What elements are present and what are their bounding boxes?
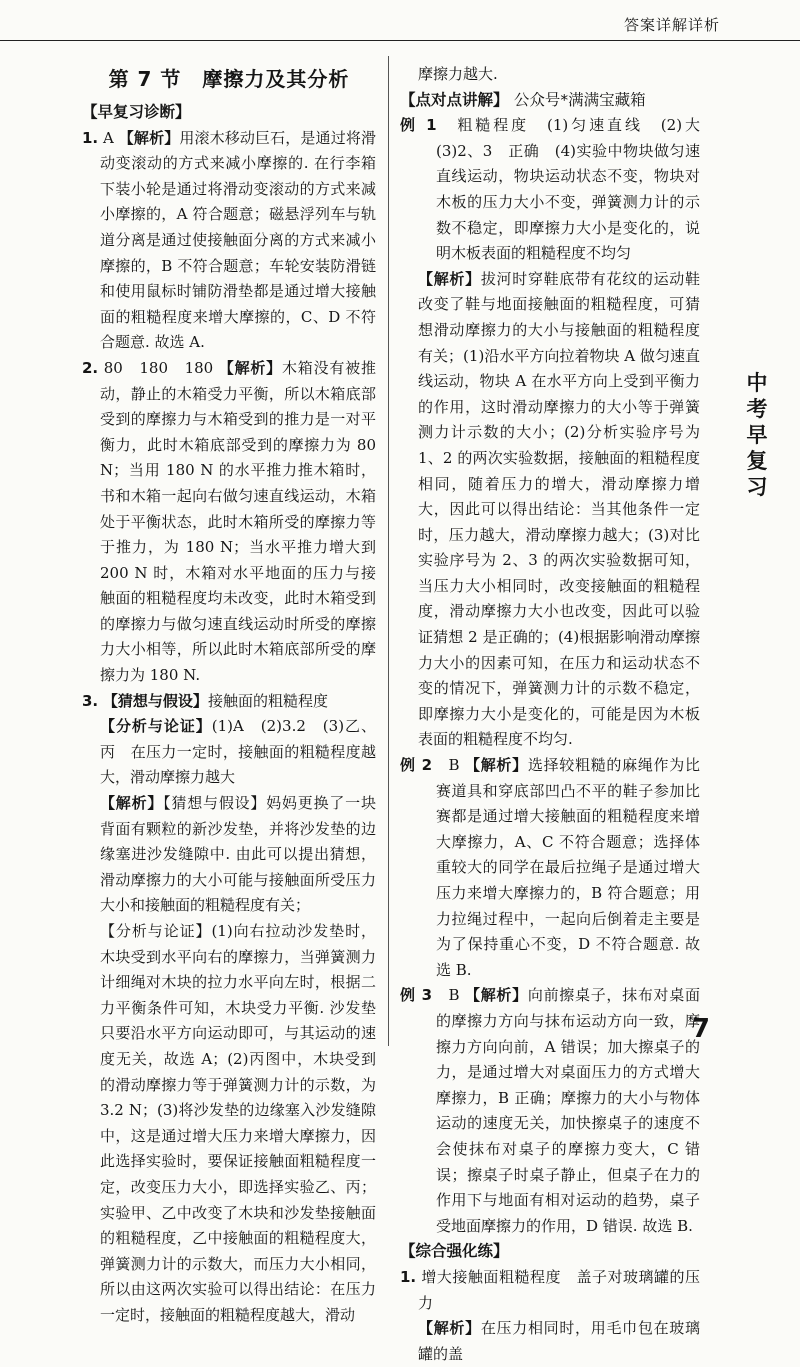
example-answer: B — [448, 986, 460, 1005]
continued-text: 摩擦力越大. — [418, 65, 498, 83]
point-explanation-heading — [400, 88, 700, 114]
answer-item-1 — [82, 126, 376, 356]
analysis-text: 用滚木移动巨石，是通过将滑动变滚动的方式来减小摩擦的. 在行李箱下装小轮是通过将滑动变滚动的方式来减小摩擦的，A 符合题意；磁悬浮列车与轨道分离是通过使接触面分离的方式来减小摩擦的，B 不符合题意；车轮安装防滑链和使用鼠标时铺防滑垫都是通过增大接触面的粗糙程度来增大摩擦的，C、D 不符合题意. 故选 A. — [100, 128, 376, 352]
analysis-label: 【解析】 — [218, 358, 282, 377]
analysis-text: 拔河时穿鞋底带有花纹的运动鞋改变了鞋与地面接触面的粗糙程度，可猜想滑动摩擦力的大小与接触面的粗糙程度有关；(1)沿水平方向拉着物块 A 做匀速直线运动，物块 A 在水平方向上受到平衡力的作用，这时滑动摩擦力的大小等于弹簧测力计示数的大小；(2)分析实验序号为 1、2 的两次实验数据，接触面的粗糙程度相同，随着压力的增大，滑动摩擦力增大，因此可以得出结论：当其他条件一定时，压力越大，滑动摩擦力越大；(3)对比实验序号为 2、3 的两次实验数据可知，当压力大小相同时，改变接触面的粗糙程度，滑动摩擦力大小也改变，因此可以验证猜想 2 是正确的；(4)根据影响滑动摩擦力大小的因素可知，在压力和运动状态不变的情况下，弹簧测力计的示数不稳定，即摩擦力大小是变化的，可能是因为木板表面的粗糙程度不均匀. — [418, 269, 700, 749]
practice-item-1-explanation — [400, 1316, 700, 1367]
analysis-proof-answer: (1)A (2)3.2 (3)乙、丙 在压力一定时，接触面的粗糙程度越大，滑动摩擦力越大 — [100, 717, 376, 787]
analysis-label: 【解析】 — [465, 986, 528, 1005]
analysis-text: 选择较粗糙的麻绳作为比赛道具和穿底部凹凸不平的鞋子参加比赛都是通过增大接触面的粗糙程度来增大摩擦力，A、C 不符合题意；选择体重较大的同学在最后拉绳子是通过增大压力来增大摩擦力的，B 符合题意；用力拉绳过程中，一起向后倒着走主要是为了保持重心不变，D 不符合题意. 故选 B. — [436, 756, 700, 979]
analysis-label: 【解析】 — [418, 1319, 481, 1338]
comprehensive-practice-heading: 【综合强化练】 — [400, 1242, 509, 1261]
analysis-text: 木箱没有被推动，静止的木箱受力平衡，所以木箱底部受到的摩擦力与木箱受到的推力是一对平衡力，此时木箱底部受到的摩擦力为 80 N；当用 180 N 的水平推力推木箱时，书和木箱一起向右做匀速直线运动，木箱处于平衡状态，此时木箱所受的摩擦力等于推力，为 180 N；当水平推力增大到 200 N 时，木箱对水平地面的压力与接触面的粗糙程度均未改变，此时木箱受到的摩擦力与做匀速直线运动时所受的摩擦力大小相等，所以此时木箱底部所受的摩擦力为 180 N. — [100, 358, 376, 685]
answer-item-2 — [82, 356, 376, 689]
section-title: 第 7 节 摩擦力及其分析 — [108, 67, 350, 91]
analysis-proof-label: 【分析与论证】 — [100, 717, 212, 736]
analysis-label: 【解析】 — [118, 128, 180, 147]
example-1-explanation — [400, 267, 700, 753]
hypothesis-label: 【猜想与假设】 — [102, 691, 208, 710]
analysis-label: 【解析】 — [465, 756, 528, 775]
right-column — [400, 62, 715, 1367]
answer-item-3 — [82, 689, 376, 715]
analysis-answer-line — [82, 714, 376, 791]
example-3 — [400, 983, 700, 1239]
explanation-text: 【分析与论证】(1)向右拉动沙发垫时，木块受到水平向右的摩擦力，当弹簧测力计细绳对木块的拉力水平向左时，根据二力平衡条件可知，木块受力平衡. 沙发垫只要沿水平方向运动即可，与其运动的速度无关，故选 A；(2)丙图中，木块受到的滑动摩擦力等于弹簧测力计的示数，为 3.2 N；(3)将沙发垫的边缘塞入沙发缝隙中，这是通过增大压力来增大摩擦力，因此选择实验时，要保证接触面粗糙程度一定，改变压力大小，即选择实验乙、丙；实验甲、乙中改变了木块和沙发垫接触面的粗糙程度，乙中接触面的粗糙程度大，弹簧测力计的示数大，而压力大小相同，所以由这两次实验可以得出结论：在压力一定时，接触面的粗糙程度越大，滑动 — [100, 922, 376, 1324]
example-label: 例 3 — [400, 986, 433, 1005]
column-divider — [388, 56, 389, 1046]
item-answer: 增大接触面粗糙程度 盖子对玻璃罐的压力 — [418, 1267, 700, 1312]
explanation-paragraph-2 — [82, 919, 376, 1329]
analysis-label: 【解析】 — [100, 794, 164, 813]
side-chapter-tab: 中考早复习 — [746, 371, 768, 499]
example-label: 例 1 — [400, 116, 437, 135]
early-review-heading: 【早复习诊断】 — [82, 103, 191, 121]
item-number: 2. — [82, 358, 99, 377]
hypothesis-answer: 接触面的粗糙程度 — [207, 691, 328, 710]
page-number: 7 — [691, 1014, 710, 1044]
example-1 — [400, 113, 715, 267]
practice-item-1 — [400, 1265, 700, 1316]
explanation-text: 【猜想与假设】妈妈更换了一块背面有颗粒的新沙发垫，并将沙发垫的边缘塞进沙发缝隙中. 由此可以提出猜想，滑动摩擦力的大小可能与接触面所受压力大小和接触面的粗糙程度有关； — [100, 794, 376, 915]
header-title: 答案详解详析 — [623, 16, 720, 34]
left-column — [82, 62, 376, 1329]
analysis-label: 【解析】 — [418, 269, 481, 288]
example-label: 例 2 — [400, 756, 433, 775]
item-answer: A — [103, 128, 114, 147]
header-rule — [0, 40, 800, 41]
explanation-paragraph-1 — [82, 791, 376, 919]
item-number: 3. — [82, 691, 99, 710]
item-number: 1. — [82, 128, 99, 147]
item-answer: 80 180 180 — [103, 358, 214, 377]
item-number: 1. — [400, 1267, 417, 1286]
heading-text: 【点对点讲解】 — [400, 90, 509, 109]
watermark-text: 公众号*满满宝藏箱 — [513, 90, 646, 109]
analysis-text: 在压力相同时，用毛巾包在玻璃罐的盖 — [418, 1319, 700, 1363]
analysis-text: 向前擦桌子，抹布对桌面的摩擦力方向与抹布运动方向一致，摩擦力方向向前，A 错误；加大擦桌子的力，是通过增大对桌面压力的方式增大摩擦力，B 正确；摩擦力的大小与物体运动的速度无关，加快擦桌子的速度不会使抹布对桌子的摩擦力变大，C 错误；擦桌子时桌子静止，但桌子在力的作用下与地面有相对运动的趋势，桌子受地面摩擦力的作用，D 错误. 故选 B. — [436, 986, 700, 1235]
example-answer: B — [448, 756, 460, 775]
example-answer: 粗糙程度 (1)匀速直线 (2)大 (3)2、3 正确 (4)实验中物块做匀速直线运动，物块运动状态不变，物块对木板的压力大小不变，弹簧测力计的示数不稳定，即摩擦力大小是变化的，说明木板表面的粗糙程度不均匀 — [436, 116, 715, 263]
example-2 — [400, 753, 700, 983]
